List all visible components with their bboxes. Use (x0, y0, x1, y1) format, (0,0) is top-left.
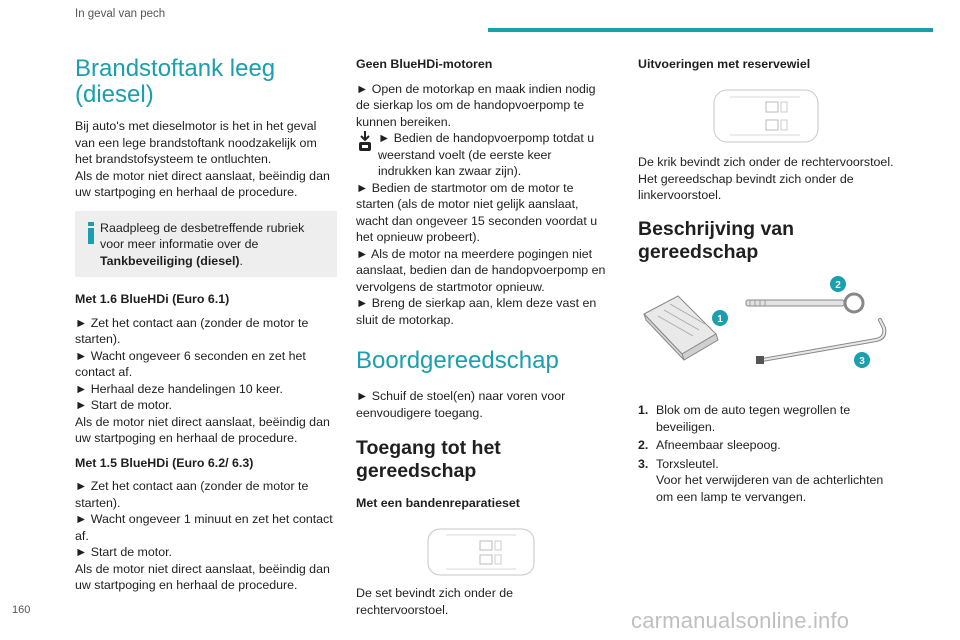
info-link-tank-protection[interactable]: Tankbeveiliging (diesel) (100, 253, 240, 268)
step-line: ► Zet het contact aan (zonder de motor te starten). (75, 315, 309, 346)
column-3 (638, 56, 896, 507)
subheading-spare-wheel: Uitvoeringen met reservewiel (638, 57, 811, 71)
caption: De set bevindt zich onder de rechtervoorstoel. (356, 586, 514, 617)
intro-paragraph: Als de motor niet direct aanslaat, beëindig dan uw startpoging en herhaal de procedure. (75, 168, 330, 199)
page-number: 160 (12, 604, 31, 616)
tools-illustration (638, 276, 896, 386)
hand-pump-icon (356, 130, 374, 154)
subheading-repair-kit: Met een bandenreparatieset (356, 496, 520, 510)
car-topview-diagram (356, 519, 606, 581)
step-line: ► Open de motorkap en maak indien nodig de sierkap los om de handopvoerpomp te kunnen bereiken. (356, 81, 596, 129)
step-line: ► Wacht ongeveer 1 minuut en zet het contact af. (75, 512, 333, 543)
step-line: ► Start de motor. (75, 398, 172, 412)
towing-eye-image (746, 294, 863, 312)
intro-paragraph: Bij auto's met dieselmotor is het in het geval van een lege brandstoftank noodzakelijk om het brandstofsysteem te ontluchten. (75, 119, 317, 166)
pump-step: ► Bedien de handopvoerpomp totdat u weerstand voelt (de eerste keer indrukken kan zwaar zijn). (356, 130, 606, 180)
wheel-chock-image (644, 296, 718, 360)
callout-2-label: 2 (835, 279, 841, 291)
watermark: carmanualsonline.info (631, 608, 850, 633)
car-topview-diagram (638, 80, 896, 150)
callout-3-label: 3 (859, 355, 865, 367)
column-1 (75, 56, 337, 594)
section-title-onboard-tools: Boordgereedschap (356, 347, 559, 374)
tool-list (638, 402, 896, 505)
list-item: 3. Torxsleutel. Voor het verwijderen van de achterlichten om een lamp te vervangen. (638, 456, 884, 504)
step-line: ► Als de motor na meerdere pogingen niet aanslaat, bedien dan de handopvoerpomp en vervolgens de startmotor opnieuw. (356, 246, 606, 294)
step-line: ► Schuif de stoel(en) naar voren voor eenvoudigere toegang. (356, 389, 566, 420)
info-box (75, 211, 337, 278)
step-line: ► Zet het contact aan (zonder de motor te starten). (75, 479, 309, 510)
caption: Het gereedschap bevindt zich onder de linkervoorstoel. (638, 171, 854, 202)
step-line: ► Herhaal deze handelingen 10 keer. (75, 381, 283, 396)
list-item: 1. Blok om de auto tegen wegrollen te beveiligen. (638, 403, 851, 434)
step-line: ► Breng de sierkap aan, klem deze vast en sluit de motorkap. (356, 296, 597, 327)
running-header: In geval van pech (75, 8, 166, 20)
info-text: Raadpleeg de desbetreffende rubriek voor meer informatie over de Tankbeveiliging (diesel). (100, 220, 305, 268)
step-line: Als de motor niet direct aanslaat, beëindig dan uw startpoging en herhaal de procedure. (75, 414, 330, 445)
header-accent-bar (488, 28, 933, 32)
step-line: ► Wacht ongeveer 6 seconden en zet het contact af. (75, 348, 306, 379)
section-title-fuel-tank: Brandstoftank leeg (diesel) (75, 55, 276, 108)
info-icon (87, 222, 95, 244)
list-item: 2. Afneembaar sleepoog. (638, 438, 781, 452)
callout-1-label: 1 (717, 313, 723, 325)
step-line: ► Bedien de startmotor om de motor te starten (als de motor niet gelijk aanslaat, wacht dan ongeveer 15 seconden voordat u het opnieuw probeert). (356, 180, 598, 244)
section-title-tool-access: Toegang tot het gereedschap (356, 437, 501, 482)
step-line: Als de motor niet direct aanslaat, beëindig dan uw startpoging en herhaal de procedure. (75, 561, 330, 592)
column-2 (356, 56, 606, 618)
subheading-euro62: Met 1.5 BlueHDi (Euro 6.2/ 6.3) (75, 455, 254, 470)
caption: De krik bevindt zich onder de rechtervoorstoel. (638, 155, 894, 169)
subheading-euro61: Met 1.6 BlueHDi (Euro 6.1) (75, 292, 230, 306)
section-title-tool-description: Beschrijving van gereedschap (638, 217, 795, 263)
subheading-non-bluehdi: Geen BlueHDi-motoren (356, 57, 493, 71)
step-line: ► Start de motor. (75, 545, 172, 559)
